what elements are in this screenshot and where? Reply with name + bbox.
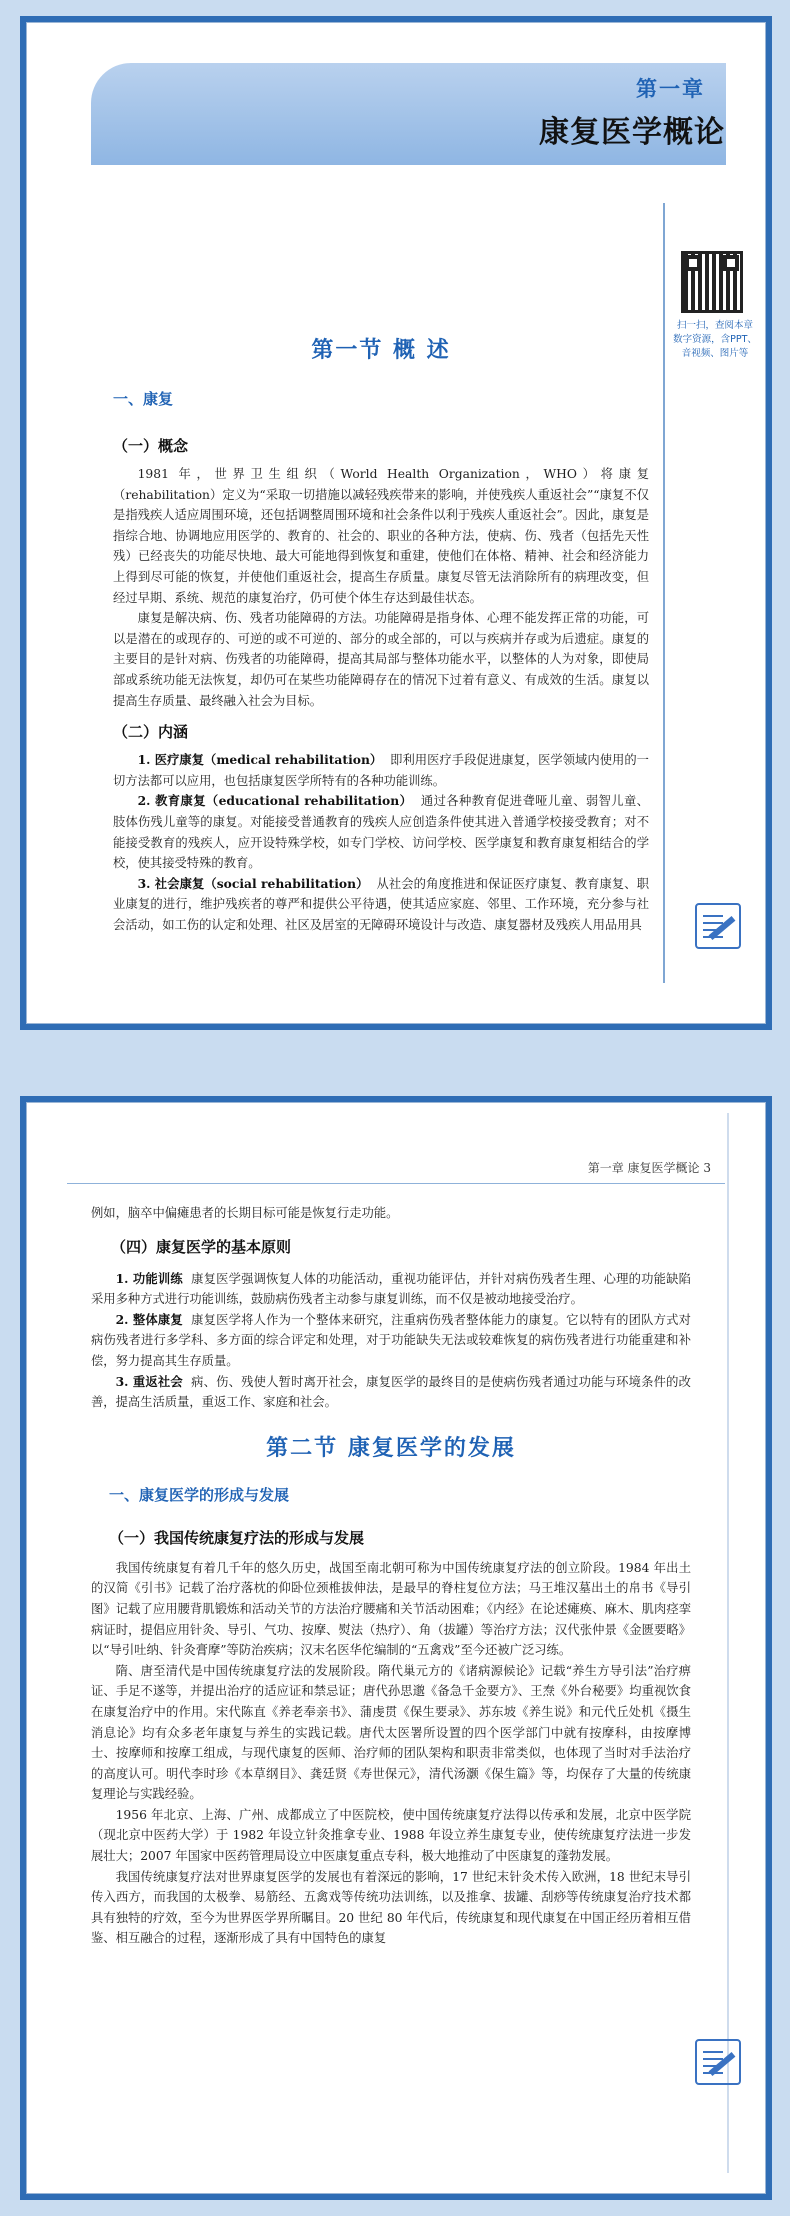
heading-formation: 一、康复医学的形成与发展 — [109, 1485, 290, 1504]
margin-rule — [663, 203, 665, 983]
section-title: 第二节 康复医学的发展 — [266, 1434, 516, 1461]
margin-rule — [727, 1113, 729, 2173]
heading-rehab: 一、康复 — [113, 390, 174, 408]
chapter-title: 康复医学概论 — [539, 115, 725, 150]
paragraph: 1956 年北京、上海、广州、成都成立了中医院校，使中国传统康复疗法得以传承和发展，北京中医学院（现北京中医药大学）于 1982 年设立针灸推拿专业、1988 年设立养生康复专业，使传统康复疗法进一步发展壮大；2007 年国家中医药管理局设立中医康复重点专科，极大地推动了中医康复的蓬勃发展。 — [91, 1807, 691, 1864]
heading-traditional: （一）我国传统康复疗法的形成与发展 — [109, 1528, 365, 1547]
term-lead: 3. 重返社会 — [115, 1373, 183, 1389]
qr-note: 扫一扫，查阅本章数字资源，含PPT、音视频、图片等 — [673, 320, 757, 359]
term-text: 通过各种教育促进聋哑儿童、弱智儿童、肢体伤残儿童等的康复。对能接受普通教育的残疾人应创造条件使其进入普通学校接受教育；对不能接受教育的残疾人，应开设特殊学校，如专门学校、访问学校、医学康复和教育康复相结合的学校，使其接受特殊的教育。 — [113, 794, 649, 871]
section-title: 第一节 概 述 — [311, 337, 451, 363]
term-lead: 3. 社会康复（social rehabilitation） — [137, 875, 369, 891]
term-text: 即利用医疗手段促进康复，医学领域内使用的一切方法都可以应用，也包括康复医学所特有的各种功能训练。 — [113, 753, 649, 788]
notes-pencil-icon[interactable] — [695, 903, 741, 949]
term-text: 从社会的角度推进和保证医疗康复、教育康复、职业康复的进行，维护残疾者的尊严和提供公平待遇，使其适应家庭、邻里、工作环境，充分参与社会活动，如工伤的认定和处理、社区及居室的无障碍环境设计与改造、康复器材及残疾人用品用具 — [113, 876, 649, 932]
term-text: 康复医学将人作为一个整体来研究，注重病伤残者整体能力的康复。它以特有的团队方式对病伤残者进行多学科、多方面的综合评定和处理，对于功能缺失无法或较难恢复的病伤残者进行功能重建和补偿，努力提高其生存质量。 — [91, 1312, 691, 1368]
term-text: 病、伤、残使人暂时离开社会，康复医学的最终目的是使病伤残者通过功能与环境条件的改善，提高生活质量，重返工作、家庭和社会。 — [91, 1374, 691, 1410]
term-text: 康复医学强调恢复人体的功能活动，重视功能评估，并针对病伤残者生理、心理的功能缺陷采用多种方式进行功能训练，鼓励病伤残者主动参与康复训练，而不仅是被动地接受治疗。 — [91, 1271, 691, 1307]
heading-connotation: （二）内涵 — [113, 723, 189, 742]
qr-code-icon[interactable] — [681, 251, 743, 313]
notes-pencil-icon[interactable] — [695, 2039, 741, 2085]
paragraph: 我国传统康复疗法对世界康复医学的发展也有着深远的影响，17 世纪末针灸术传入欧洲，18 世纪末导引传入西方，而我国的太极拳、易筋经、五禽戏等传统功法训练，以及推拿、拔罐、刮痧等传统康复治疗技术都具有独特的疗效，至今为世界医学界所瞩目。20 世纪 80 年代后，传统康复和现代康复在中国正经历着相互借鉴、相互融合的过程，逐渐形成了具有中国特色的康复 — [91, 1869, 691, 1946]
heading-concept: （一）概念 — [113, 437, 189, 455]
chapter-label: 第一章 — [636, 76, 705, 101]
paragraph: 隋、唐至清代是中国传统康复疗法的发展阶段。隋代巢元方的《诸病源候论》记载“养生方导引法”治疗痹证、手足不遂等，并提出治疗的适应证和禁忌证；唐代孙思邈《备急千金要方》、王焘《外台秘要》均重视饮食在康复治疗中的作用。宋代陈直《养老奉亲书》、蒲虔贯《保生要录》、苏东坡《养生说》和元代丘处机《摄生消息论》均有众多老年康复与养生的实践记载。唐代太医署所设置的四个医学部门中就有按摩科，由按摩博士、按摩师和按摩工组成，与现代康复的医师、治疗师的团队架构和职责非常类似，也体现了当时对手法治疗的高度认可。明代李时珍《本草纲目》、龚廷贤《寿世保元》，清代汤灏《保生篇》等，均保存了大量的传统康复理论与实践经验。 — [91, 1663, 691, 1802]
heading-principles: （四）康复医学的基本原则 — [111, 1237, 292, 1256]
term-lead: 2. 教育康复（educational rehabilitation） — [137, 793, 413, 809]
page-2 — [26, 1102, 766, 2194]
term-lead: 2. 整体康复 — [115, 1311, 183, 1327]
paragraph — [113, 750, 649, 791]
running-header: 第一章 康复医学概论 3 — [587, 1161, 711, 1175]
paragraph — [91, 1310, 691, 1372]
paragraph: 我国传统康复有着几千年的悠久历史，战国至南北朝可称为中国传统康复疗法的创立阶段。1984 年出土的汉简《引书》记载了治疗落枕的仰卧位颈椎拔伸法，是最早的脊柱复位方法；马王堆汉墓出土的帛书《导引图》记载了应用腰背肌锻炼和活动关节的方法治疗腰痛和关节活动困难；《内经》在论述瘫痪、麻木、肌肉痉挛病证时，提倡应用针灸、导引、气功、按摩、熨法（热疗）、角（拔罐）等治疗方法；汉代张仲景《金匮要略》以“导引吐纳、针灸膏摩”等防治疾病；汉末名医华佗编制的“五禽戏”至今还被广泛习练。 — [91, 1560, 691, 1658]
paragraph — [91, 1269, 691, 1310]
paragraph: 康复是解决病、伤、残者功能障碍的方法。功能障碍是指身体、心理不能发挥正常的功能，可以是潜在的或现存的、可逆的或不可逆的、部分的或全部的，可以与疾病并存或为后遗症。康复的主要目的是针对病、伤残者的功能障碍，提高其局部与整体功能水平，以整体的人为对象，即使局部或系统功能无法恢复，却仍可在某些功能障碍存在的情况下过着有意义、有成效的生活。康复以提高生存质量、最终融入社会为目标。 — [113, 611, 649, 708]
paragraph: 1981 年，世界卫生组织（World Health Organization，WHO）将康复（rehabilitation）定义为“采取一切措施以减轻残疾带来的影响，并使残疾人重返社会”“康复不仅是指残疾人适应周围环境，还包括调整周围环境和社会条件以利于残疾人重返社会”。因此，康复是指综合地、协调地应用医学的、教育的、社会的、职业的各种方法，使病、伤、残者（包括先天性残）已经丧失的功能尽快地、最大可能地得到恢复和重建，使他们在体格、精神、社会和经济能力上得到尽可能的恢复，并使他们重返社会，提高生存质量。康复尽管无法消除所有的病理改变，但经过早期、系统、规范的康复治疗，仍可使个体生存达到最佳状态。 — [113, 467, 649, 605]
header-rule — [67, 1183, 725, 1184]
page2-body — [91, 1203, 691, 1949]
paragraph: 例如，脑卒中偏瘫患者的长期目标可能是恢复行走功能。 — [91, 1206, 399, 1220]
paragraph — [113, 791, 649, 873]
term-lead: 1. 功能训练 — [115, 1270, 183, 1286]
paragraph — [91, 1372, 691, 1413]
page1-body — [113, 333, 649, 935]
page-1 — [26, 22, 766, 1024]
term-lead: 1. 医疗康复（medical rehabilitation） — [137, 752, 383, 768]
paragraph — [113, 874, 649, 936]
